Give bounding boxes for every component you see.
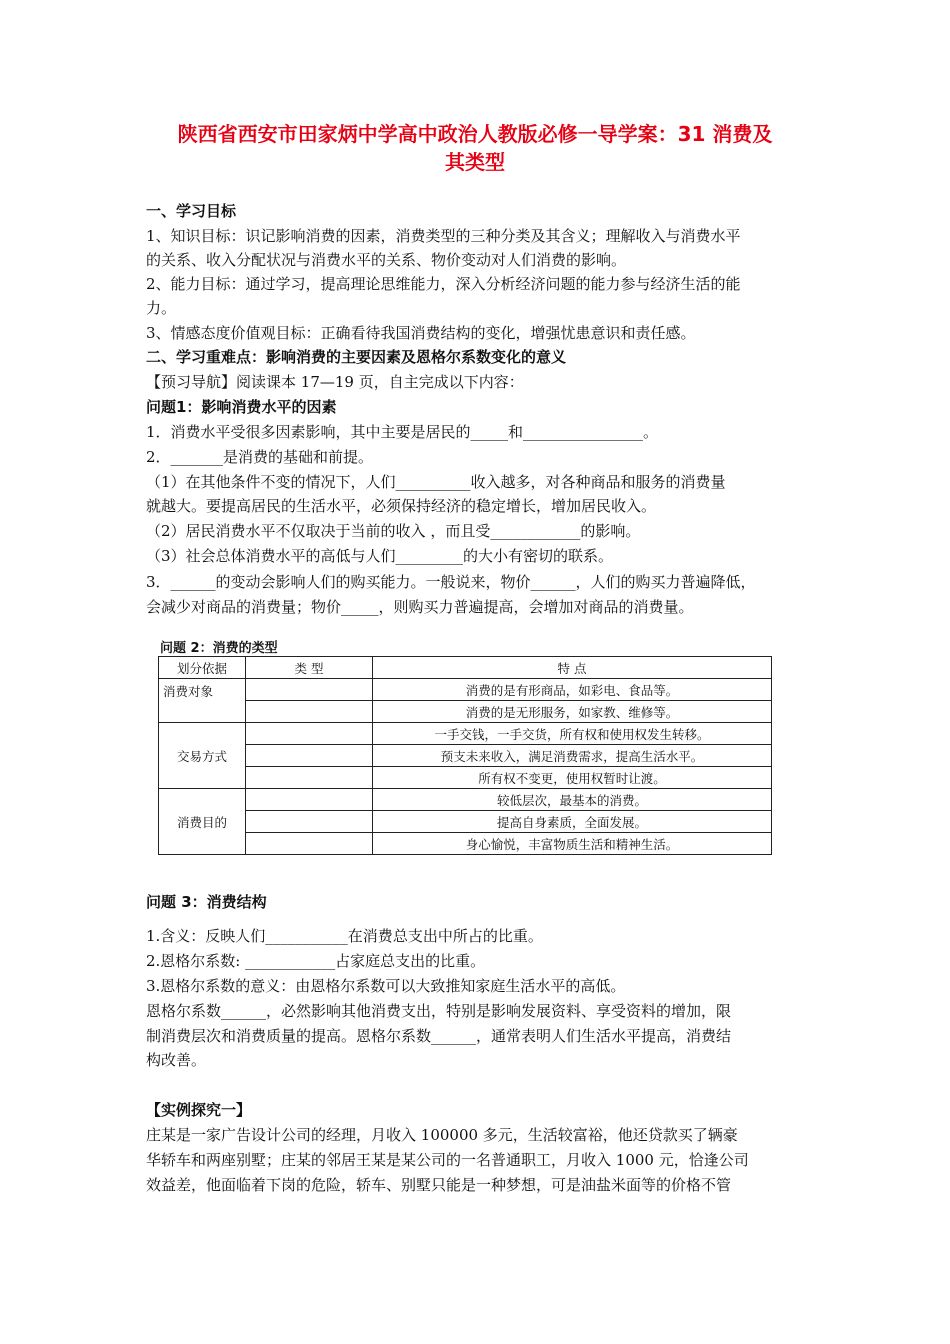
body-line: 庄某是一家广告设计公司的经理，月收入 100000 多元，生活较富裕，他还贷款买了辆豪 — [146, 1126, 738, 1144]
table-row — [159, 723, 772, 745]
basis-cell: 消费对象 — [159, 679, 246, 723]
body-line: 制消费层次和消费质量的提高。恩格尔系数______，通常表明人们生活水平提高，消费结 — [146, 1027, 732, 1045]
body-line: 【预习导航】阅读课本 17—19 页，自主完成以下内容： — [146, 373, 524, 391]
body-line: 3.恩格尔系数的意义：由恩格尔系数可以大致推知家庭生活水平的高低。 — [146, 977, 626, 995]
feature-cell: 消费的是无形服务，如家教、维修等。 — [373, 701, 772, 723]
body-line: 会减少对商品的消费量；物价_____，则购买力普遍提高，会增加对商品的消费量。 — [146, 598, 694, 616]
type-cell — [246, 679, 373, 701]
table-caption: 问题 2：消费的类型 — [160, 641, 278, 656]
body-line: 力。 — [146, 299, 177, 317]
document-title — [120, 120, 830, 176]
body-line: （2）居民消费水平不仅取决于当前的收入 ，而且受____________的影响。 — [146, 522, 641, 540]
table-row — [159, 833, 772, 855]
body-line: 1、知识目标：识记影响消费的因素，消费类型的三种分类及其含义；理解收入与消费水平 — [146, 227, 741, 245]
feature-cell: 一手交钱，一手交货，所有权和使用权发生转移。 — [373, 723, 772, 745]
body-line: 3、情感态度价值观目标：正确看待我国消费结构的变化，增强忧患意识和责任感。 — [146, 324, 696, 342]
body-line: 效益差，他面临着下岗的危险，轿车、别墅只能是一种梦想，可是油盐米面等的价格不管 — [146, 1176, 732, 1194]
feature-cell: 所有权不变更，使用权暂时让渡。 — [373, 767, 772, 789]
type-cell — [246, 723, 373, 745]
type-cell — [246, 767, 373, 789]
header-cell: 划分依据 — [159, 657, 246, 679]
basis-cell: 交易方式 — [159, 723, 246, 789]
feature-cell: 预支未来收入，满足消费需求，提高生活水平。 — [373, 745, 772, 767]
feature-cell: 身心愉悦，丰富物质生活和精神生活。 — [373, 833, 772, 855]
question-heading-3: 问题 3：消费结构 — [146, 893, 267, 911]
body-line: 恩格尔系数______，必然影响其他消费支出，特别是影响发展资料、享受资料的增加，限 — [146, 1002, 732, 1020]
feature-cell: 提高自身素质，全面发展。 — [373, 811, 772, 833]
table-row — [159, 811, 772, 833]
type-cell — [246, 701, 373, 723]
body-line: 华轿车和两座别墅；庄某的邻居王某是某公司的一名普通职工，月收入 1000 元，恰逢公司 — [146, 1151, 749, 1169]
body-line: 2、能力目标：通过学习，提高理论思维能力，深入分析经济问题的能力参与经济生活的能 — [146, 275, 741, 293]
body-line: （3）社会总体消费水平的高低与人们_________的大小有密切的联系。 — [146, 547, 614, 565]
body-line: 1．消费水平受很多因素影响，其中主要是居民的_____和________________。 — [146, 423, 659, 441]
type-cell — [246, 811, 373, 833]
header-cell: 类 型 — [246, 657, 373, 679]
type-cell — [246, 833, 373, 855]
section-heading-key-points: 二、学习重难点：影响消费的主要因素及恩格尔系数变化的意义 — [146, 348, 567, 366]
title-line-2: 其类型 — [445, 150, 505, 174]
table-row — [159, 701, 772, 723]
table-row — [159, 679, 772, 701]
consumption-types-table — [158, 656, 772, 855]
body-line: （1）在其他条件不变的情况下，人们__________收入越多，对各种商品和服务的消费量 — [146, 473, 726, 491]
header-cell: 特 点 — [373, 657, 772, 679]
body-line: 就越大。要提高居民的生活水平，必须保持经济的稳定增长，增加居民收入。 — [146, 497, 657, 515]
case-heading: 【实例探究一】 — [146, 1101, 252, 1119]
basis-cell: 消费目的 — [159, 789, 246, 855]
feature-cell: 消费的是有形商品，如彩电、食品等。 — [373, 679, 772, 701]
table-header-row — [159, 657, 772, 679]
title-line-1: 陕西省西安市田家炳中学高中政治人教版必修一导学案：31 消费及 — [177, 122, 773, 146]
body-line: 3．______的变动会影响人们的购买能力。一般说来，物价______，人们的购买力普遍降低， — [146, 573, 756, 591]
type-cell — [246, 745, 373, 767]
body-line: 1.含义：反映人们___________在消费总支出中所占的比重。 — [146, 927, 543, 945]
feature-cell: 较低层次，最基本的消费。 — [373, 789, 772, 811]
section-heading-goals: 一、学习目标 — [146, 202, 237, 220]
type-cell — [246, 789, 373, 811]
body-line: 的关系、收入分配状况与消费水平的关系、物价变动对人们消费的影响。 — [146, 251, 627, 269]
body-line: 2.恩格尔系数: ____________占家庭总支出的比重。 — [146, 952, 486, 970]
table-row — [159, 745, 772, 767]
question-heading-1: 问题1：影响消费水平的因素 — [146, 398, 337, 416]
table-row — [159, 789, 772, 811]
body-line: 2．_______是消费的基础和前提。 — [146, 448, 374, 466]
table-row — [159, 767, 772, 789]
body-line: 构改善。 — [146, 1051, 207, 1069]
